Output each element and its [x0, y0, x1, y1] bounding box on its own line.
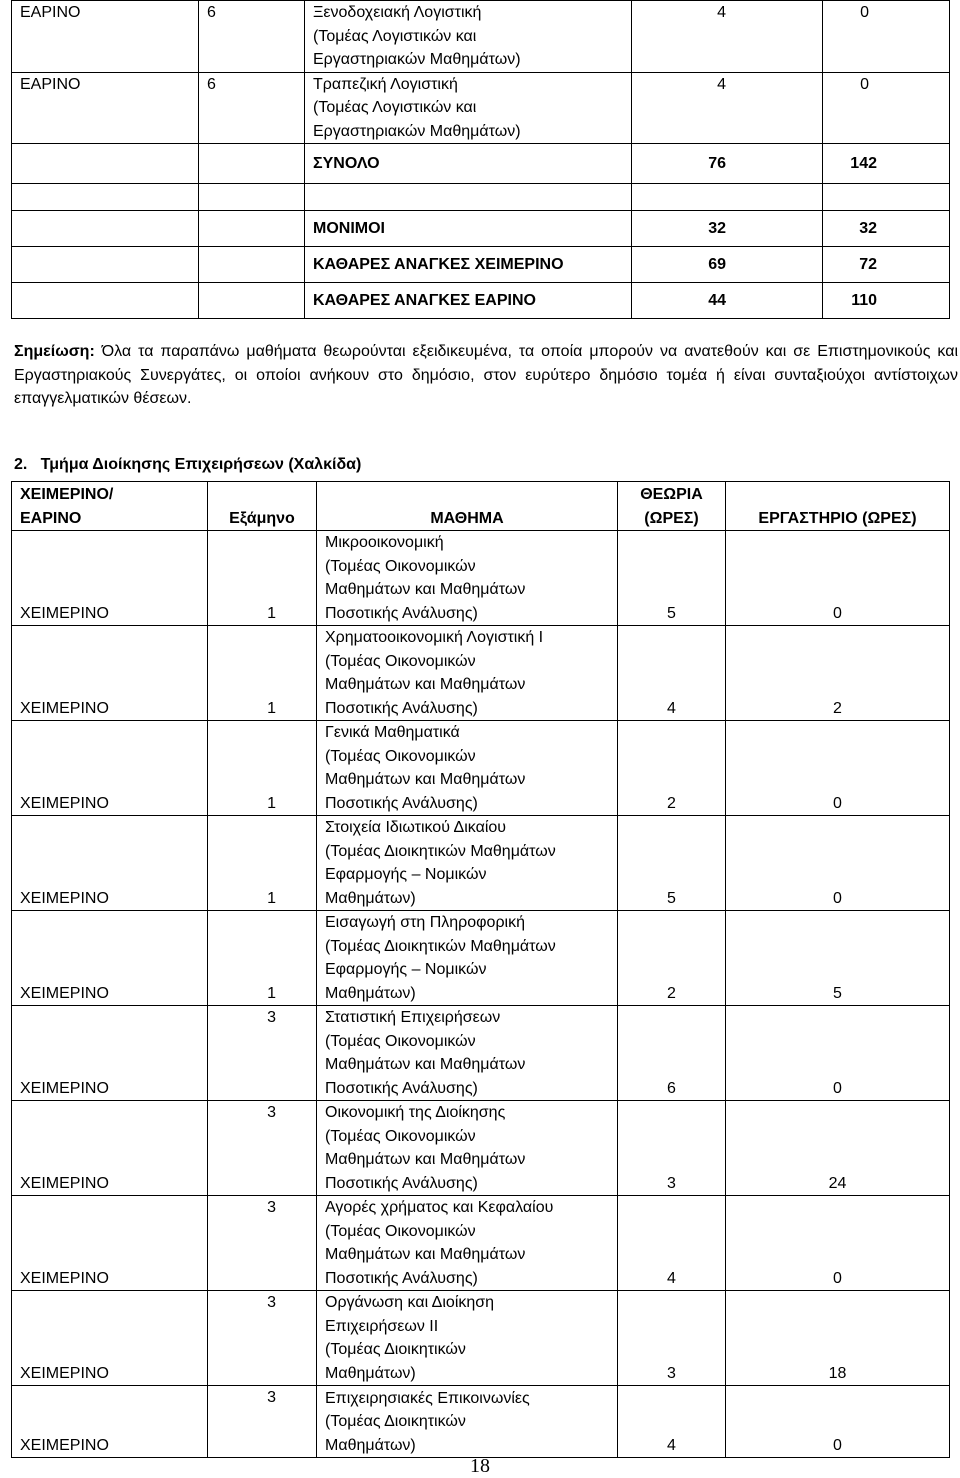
- department-courses-table: [11, 481, 950, 1458]
- lab-cell: 5: [726, 911, 950, 1006]
- header-semester: Εξάμηνο: [208, 482, 317, 531]
- header-course: ΜΑΘΗΜΑ: [317, 482, 618, 531]
- summary-row: [12, 283, 950, 319]
- semester-cell: 3: [208, 1006, 317, 1101]
- lab-cell: 24: [726, 1101, 950, 1196]
- semester-cell: 3: [208, 1101, 317, 1196]
- course-cell: Εισαγωγή στη Πληροφορική (Τομέας Διοικητικών Μαθημάτων Εφαρμογής – Νομικών Μαθημάτων): [317, 911, 618, 1006]
- semester-cell: 3: [208, 1291, 317, 1386]
- semester-cell: 6: [199, 1, 305, 73]
- semester-cell: 6: [199, 72, 305, 144]
- season-cell: ΕΑΡΙΝΟ: [12, 1, 199, 73]
- season-cell: ΧΕΙΜΕΡΙΝΟ: [12, 1291, 208, 1386]
- lab-cell: 0: [823, 72, 950, 144]
- theory-cell: 4: [632, 72, 823, 144]
- theory-cell: 3: [618, 1101, 726, 1196]
- season-cell: ΧΕΙΜΕΡΙΝΟ: [12, 531, 208, 626]
- summary-theory: 44: [632, 283, 823, 319]
- lab-cell: 0: [726, 1196, 950, 1291]
- theory-cell: 4: [632, 1, 823, 73]
- summary-theory: 32: [632, 211, 823, 247]
- season-cell: ΕΑΡΙΝΟ: [12, 72, 199, 144]
- semester-cell: 1: [208, 626, 317, 721]
- table-row: [12, 531, 950, 626]
- page-number: 18: [470, 1455, 490, 1477]
- semester-cell: 1: [208, 721, 317, 816]
- semester-cell: 3: [208, 1386, 317, 1458]
- summary-lab: 32: [823, 211, 950, 247]
- semester-cell: 3: [208, 1196, 317, 1291]
- season-cell: ΧΕΙΜΕΡΙΝΟ: [12, 626, 208, 721]
- course-cell: Στοιχεία Ιδιωτικού Δικαίου (Τομέας Διοικητικών Μαθημάτων Εφαρμογής – Νομικών Μαθημάτων): [317, 816, 618, 911]
- summary-label: ΜΟΝΙΜΟΙ: [305, 211, 632, 247]
- summary-lab: 110: [823, 283, 950, 319]
- lab-cell: 0: [726, 1386, 950, 1458]
- table-row: [12, 1196, 950, 1291]
- table-row: [12, 1, 950, 73]
- semester-cell: 1: [208, 531, 317, 626]
- summary-theory: 69: [632, 247, 823, 283]
- table-row: [12, 816, 950, 911]
- summary-label: ΚΑΘΑΡΕΣ ΑΝΑΓΚΕΣ ΧΕΙΜΕΡΙΝΟ: [305, 247, 632, 283]
- table-row: [12, 1291, 950, 1386]
- semester-cell: 1: [208, 816, 317, 911]
- season-cell: ΧΕΙΜΕΡΙΝΟ: [12, 1101, 208, 1196]
- table-row: [12, 1386, 950, 1458]
- semester-cell: 1: [208, 911, 317, 1006]
- course-cell: Οικονομική της Διοίκησης (Τομέας Οικονομικών Μαθημάτων και Μαθημάτων Ποσοτικής Ανάλυσης): [317, 1101, 618, 1196]
- course-cell: Μικροοικονομική (Τομέας Οικονομικών Μαθημάτων και Μαθημάτων Ποσοτικής Ανάλυσης): [317, 531, 618, 626]
- header-theory: ΘΕΩΡΙΑ (ΩΡΕΣ): [618, 482, 726, 531]
- theory-cell: 5: [618, 816, 726, 911]
- theory-cell: 4: [618, 626, 726, 721]
- summary-lab: 72: [823, 247, 950, 283]
- table-body: [12, 531, 950, 1458]
- lab-cell: 0: [823, 1, 950, 73]
- course-cell: Ξενοδοχειακή Λογιστική (Τομέας Λογιστικών και Εργαστηριακών Μαθημάτων): [305, 1, 632, 73]
- theory-cell: 3: [618, 1291, 726, 1386]
- table-row: [12, 911, 950, 1006]
- season-cell: ΧΕΙΜΕΡΙΝΟ: [12, 721, 208, 816]
- theory-cell: 6: [618, 1006, 726, 1101]
- summary-row: [12, 211, 950, 247]
- table-row: [12, 72, 950, 144]
- note-paragraph: [14, 340, 958, 411]
- season-cell: ΧΕΙΜΕΡΙΝΟ: [12, 816, 208, 911]
- summary-label: ΚΑΘΑΡΕΣ ΑΝΑΓΚΕΣ ΕΑΡΙΝΟ: [305, 283, 632, 319]
- course-cell: Τραπεζική Λογιστική (Τομέας Λογιστικών και Εργαστηριακών Μαθημάτων): [305, 72, 632, 144]
- table-row: [12, 626, 950, 721]
- header-season: ΧΕΙΜΕΡΙΝΟ/ ΕΑΡΙΝΟ: [12, 482, 208, 531]
- season-cell: ΧΕΙΜΕΡΙΝΟ: [12, 1386, 208, 1458]
- section-title: 2. Τμήμα Διοίκησης Επιχειρήσεων (Χαλκίδα): [14, 456, 362, 473]
- course-cell: Στατιστική Επιχειρήσεων (Τομέας Οικονομικών Μαθημάτων και Μαθημάτων Ποσοτικής Ανάλυσης): [317, 1006, 618, 1101]
- table-header-row: [12, 482, 950, 531]
- lab-cell: 0: [726, 1006, 950, 1101]
- season-cell: ΧΕΙΜΕΡΙΝΟ: [12, 1196, 208, 1291]
- courses-table-continued: [11, 0, 950, 319]
- theory-cell: 5: [618, 531, 726, 626]
- theory-cell: 4: [618, 1386, 726, 1458]
- lab-cell: 0: [726, 721, 950, 816]
- season-cell: ΧΕΙΜΕΡΙΝΟ: [12, 1006, 208, 1101]
- course-cell: Γενικά Μαθηματικά (Τομέας Οικονομικών Μαθημάτων και Μαθημάτων Ποσοτικής Ανάλυσης): [317, 721, 618, 816]
- lab-cell: 2: [726, 626, 950, 721]
- theory-cell: 2: [618, 721, 726, 816]
- theory-cell: 2: [618, 911, 726, 1006]
- lab-cell: 0: [726, 816, 950, 911]
- course-cell: Αγορές χρήματος και Κεφαλαίου (Τομέας Οικονομικών Μαθημάτων και Μαθημάτων Ποσοτικής Ανάλυσης): [317, 1196, 618, 1291]
- course-cell: Επιχειρησιακές Επικοινωνίες (Τομέας Διοικητικών Μαθημάτων): [317, 1386, 618, 1458]
- table-row: [12, 721, 950, 816]
- total-lab: 142: [823, 144, 950, 184]
- note-text: Όλα τα παραπάνω μαθήματα θεωρούνται εξειδικευμένα, τα οποία μπορούν να ανατεθούν και σε Επιστημονικούς και Εργαστηριακούς Συνεργάτες, οι οποίοι ανήκουν στο δημόσιο, στον ευρύτερο δημόσιο τομέα ή είναι συνταξιούχοι αντίστοιχων επαγγελματικών θέσεων.: [14, 343, 958, 407]
- lab-cell: 0: [726, 531, 950, 626]
- course-cell: Χρηματοοικονομική Λογιστική Ι (Τομέας Οικονομικών Μαθημάτων και Μαθημάτων Ποσοτικής Ανάλυσης): [317, 626, 618, 721]
- spacer-row: [12, 184, 950, 211]
- table-row: [12, 1006, 950, 1101]
- lab-cell: 18: [726, 1291, 950, 1386]
- total-row: [12, 144, 950, 184]
- summary-row: [12, 247, 950, 283]
- header-lab: ΕΡΓΑΣΤΗΡΙΟ (ΩΡΕΣ): [726, 482, 950, 531]
- total-label: ΣΥΝΟΛΟ: [305, 144, 632, 184]
- total-theory: 76: [632, 144, 823, 184]
- season-cell: ΧΕΙΜΕΡΙΝΟ: [12, 911, 208, 1006]
- table-row: [12, 1101, 950, 1196]
- note-label: Σημείωση:: [14, 343, 95, 360]
- theory-cell: 4: [618, 1196, 726, 1291]
- course-cell: Οργάνωση και Διοίκηση Επιχειρήσεων ΙΙ (Τομέας Διοικητικών Μαθημάτων): [317, 1291, 618, 1386]
